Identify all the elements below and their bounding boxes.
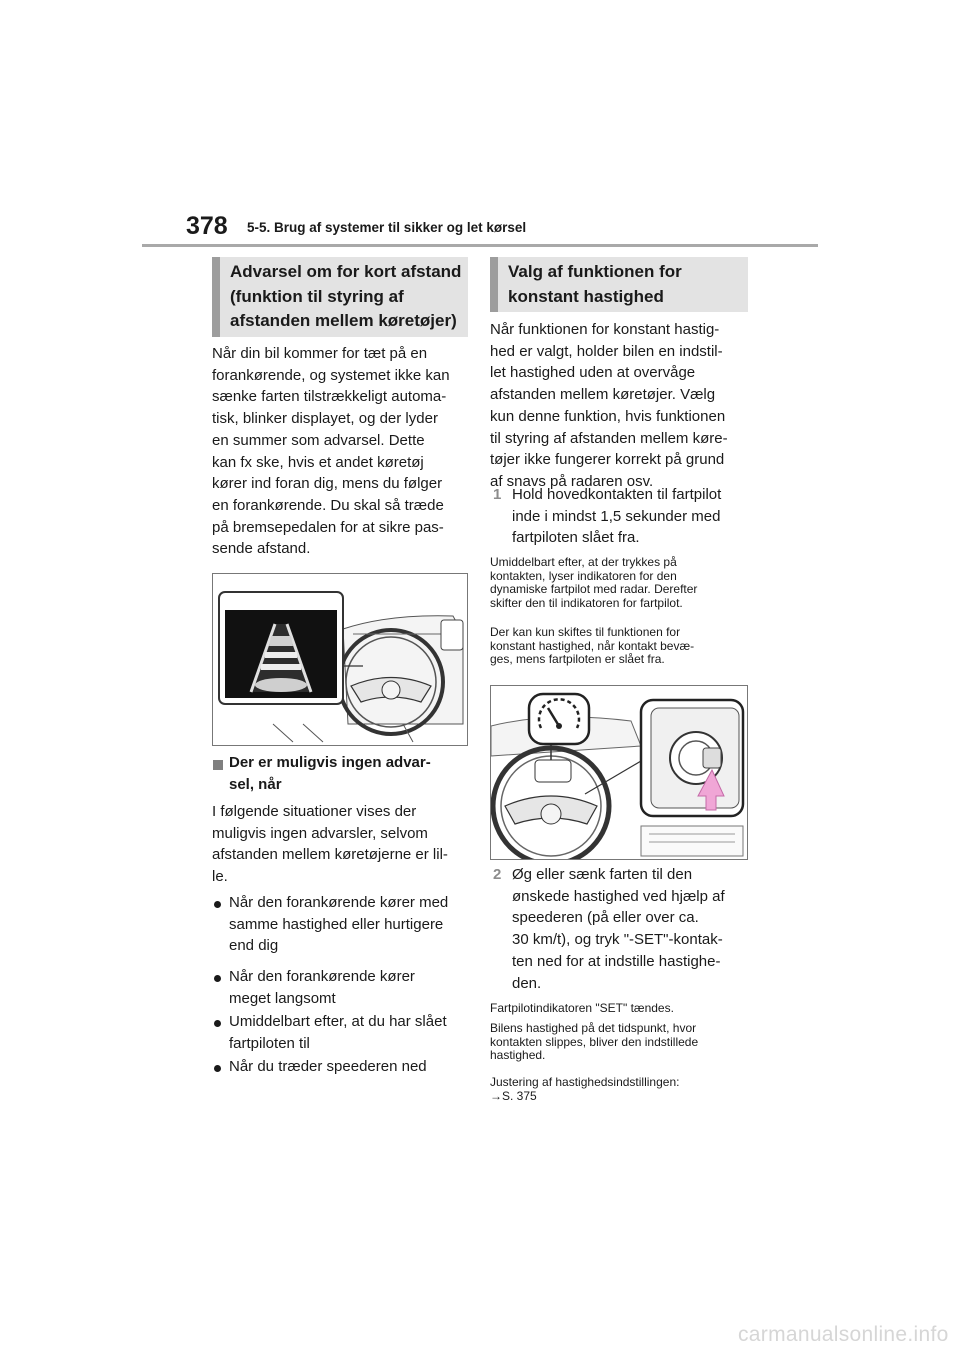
text-line: Valg af funktionen for <box>508 262 682 281</box>
text-line: let hastighed uden at overvåge <box>490 364 696 382</box>
page-number: 378 <box>186 212 228 240</box>
subheading-marker <box>213 760 223 770</box>
text-line: muligvis ingen advarsler, selvom <box>212 824 428 842</box>
text-line: kan fx ske, hvis et andet køretøj <box>212 453 424 471</box>
note-set-indicator <box>490 1002 674 1016</box>
text-line: ten ned for at indstille hastighe- <box>512 952 721 970</box>
text-line: Når den forankørende kører med <box>229 894 449 911</box>
text-line: forankørende, og systemet ikke kan <box>212 366 450 384</box>
text-line: til styring af afstanden mellem køre- <box>490 429 728 447</box>
constant-speed-text <box>490 319 728 493</box>
text-line: fartpiloten til <box>229 1034 310 1052</box>
steering-wheel-illustration <box>491 686 747 859</box>
text-line: den. <box>512 974 542 992</box>
text-line: kører ind foran dig, mens du følger <box>212 475 443 493</box>
text-line: en summer som advarsel. Dette <box>212 431 425 449</box>
text-line: Fartpilotindikatoren "SET" tændes. <box>490 1001 674 1015</box>
text-line: en forankørende. Du skal så træde <box>212 496 444 514</box>
text-line: Når du træder speederen ned <box>229 1058 427 1075</box>
chapter-title: 5-5. Brug af systemer til sikker og let kørsel <box>247 220 527 235</box>
text-line: af snavs på radaren osv. <box>490 472 654 490</box>
text-line: Umiddelbart efter, at der trykkes på <box>490 555 677 569</box>
header-rule <box>142 244 818 247</box>
text-line: Umiddelbart efter, at du har slået <box>229 1013 447 1030</box>
text-line: Når din bil kommer for tæt på en <box>212 345 428 362</box>
section-heading-distance-warning <box>212 257 468 337</box>
text-line: fartpiloten slået fra. <box>512 529 640 547</box>
text-line: kontakten, lyser indikatoren for den <box>490 568 677 583</box>
text-line: tøjer ikke fungerer korrekt på grund <box>490 451 725 469</box>
text-line: kontakten slippes, bliver den indstillede <box>490 1034 699 1049</box>
text-line: sænke farten tilstrækkeligt automa- <box>212 388 447 406</box>
text-line: ges, mens fartpiloten er slået fra. <box>490 652 665 667</box>
text-line: skifter den til indikatoren for fartpilot. <box>490 595 683 610</box>
text-line: kun denne funktion, hvis funktionen <box>490 407 726 425</box>
bullet-item <box>229 1056 427 1078</box>
text-line: Bilens hastighed på det tidspunkt, hvor <box>490 1021 697 1035</box>
text-line: afstanden mellem køretøjerne er lil- <box>212 846 448 864</box>
text-line: →S. 375 <box>490 1088 537 1103</box>
text-line: speederen (på eller over ca. <box>512 909 699 927</box>
figure-cruise-control-switch <box>490 685 748 860</box>
text-line: sel, når <box>229 775 282 793</box>
text-line: ønskede hastighed ved hjælp af <box>512 887 725 905</box>
bullet-item <box>229 1011 447 1054</box>
text-line: inde i mindst 1,5 sekunder med <box>512 507 721 525</box>
text-line: Øg eller sænk farten til den <box>512 866 693 883</box>
text-line: meget langsomt <box>229 989 336 1007</box>
text-line: (funktion til styring af <box>230 286 404 306</box>
text-line: dynamiske fartpilot med radar. Derefter <box>490 582 698 597</box>
text-line: hastighed. <box>490 1048 546 1063</box>
text-line: le. <box>212 868 228 886</box>
bullet <box>214 1065 221 1072</box>
note-indicator <box>490 556 697 610</box>
no-warning-text <box>212 801 448 888</box>
text-line: 30 km/t), og tryk "-SET"-kontak- <box>512 931 723 949</box>
text-line: Justering af hastighedsindstillingen: <box>490 1075 680 1089</box>
text-line: Der kan kun skiftes til funktionen for <box>490 625 681 639</box>
note-adjust-reference <box>490 1076 679 1103</box>
dashboard-illustration <box>213 574 467 745</box>
step-2-text <box>512 864 725 994</box>
note-set-speed <box>490 1022 698 1063</box>
subheading-no-warning <box>229 752 431 795</box>
text-line: konstant hastighed <box>508 286 664 306</box>
step-number: 2 <box>493 866 502 883</box>
text-line: Advarsel om for kort afstand <box>230 262 462 281</box>
distance-warning-text <box>212 343 450 560</box>
bullet <box>214 1020 221 1027</box>
figure-distance-warning-display <box>212 573 468 746</box>
bullet-item <box>229 966 415 1009</box>
bullet <box>214 901 221 908</box>
bullet-item <box>229 892 448 957</box>
text-line: sende afstand. <box>212 540 311 558</box>
step-number: 1 <box>493 486 502 503</box>
text-line: hed er valgt, holder bilen en indstil- <box>490 342 723 360</box>
text-line: samme hastighed eller hurtigere <box>229 915 444 933</box>
text-line: tisk, blinker displayet, og der lyder <box>212 410 438 428</box>
bullet <box>214 975 221 982</box>
watermark: carmanualsonline.info <box>738 1323 949 1346</box>
note-switch <box>490 626 694 667</box>
text-line: på bremsepedalen for at sikre pas- <box>212 518 444 536</box>
text-line: afstanden mellem køretøjer. Vælg <box>490 386 716 404</box>
text-line: end dig <box>229 937 279 955</box>
text-line: konstant hastighed, når kontakt bevæ- <box>490 638 695 653</box>
text-line: Der er muligvis ingen advar- <box>229 754 431 771</box>
text-line: Når funktionen for konstant hastig- <box>490 321 720 338</box>
text-line: Hold hovedkontakten til fartpilot <box>512 486 722 503</box>
text-line: Når den forankørende kører <box>229 968 415 985</box>
step-1-text <box>512 484 721 549</box>
section-heading-constant-speed <box>490 257 748 312</box>
text-line: I følgende situationer vises der <box>212 803 417 820</box>
text-line: afstanden mellem køretøjer) <box>230 311 457 330</box>
